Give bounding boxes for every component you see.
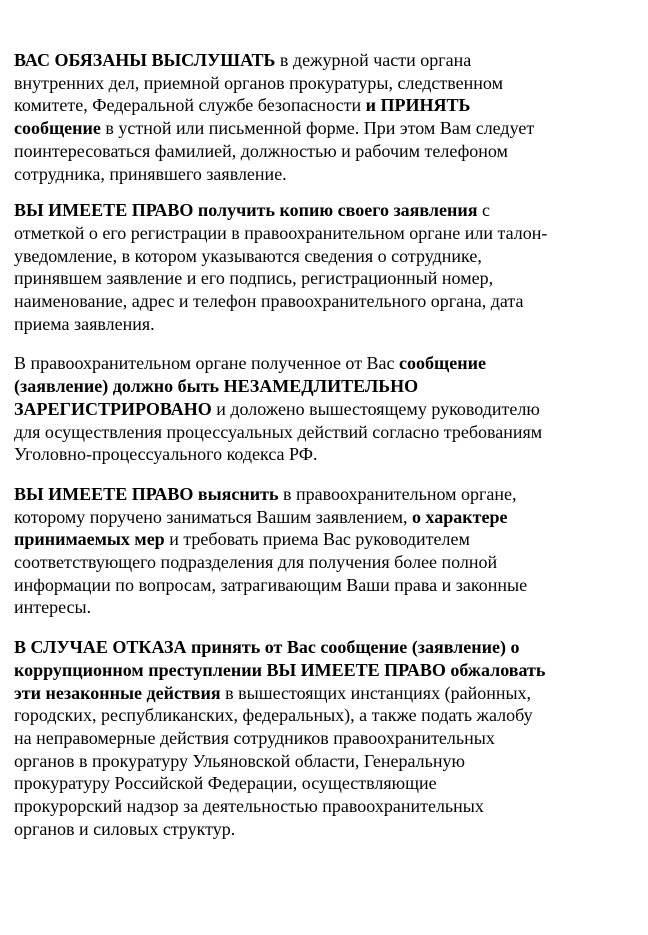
text-run: прокуратуру Российской Федерации, осуществляющие (14, 773, 437, 794)
text-run: в устной или письменной форме. При этом Вам следует (100, 118, 535, 139)
text-line (14, 682, 624, 705)
text-line (14, 421, 624, 444)
text-run-bold: ВАС ОБЯЗАНЫ ВЫСЛУШАТЬ (14, 50, 276, 70)
text-run: прокурорский надзор за деятельностью правоохранительных (14, 796, 484, 817)
text-run: комитете, Федеральной службе безопасности (14, 95, 366, 116)
text-run: органов и силовых структур. (14, 818, 236, 839)
text-line (14, 727, 624, 750)
text-line (14, 140, 624, 163)
text-run-bold: ВЫ ИМЕЕТЕ ПРАВО получить копию своего заявления (14, 200, 478, 221)
text-line (14, 222, 624, 245)
paragraph-right-to-be-heard (14, 49, 624, 185)
text-line (14, 551, 624, 574)
document-page (14, 49, 624, 841)
text-line (14, 313, 624, 336)
paragraph-right-to-copy (14, 199, 624, 335)
text-line (14, 528, 624, 551)
text-line (14, 117, 624, 140)
text-line (14, 443, 624, 466)
text-line (14, 659, 624, 682)
text-line (14, 94, 624, 117)
text-run-bold: принимаемых мер (14, 529, 165, 550)
text-run-bold: ЗАРЕГИСТРИРОВАНО (14, 398, 212, 419)
text-run-bold: ВЫ ИМЕЕТЕ ПРАВО выяснить (14, 483, 279, 504)
text-run: Уголовно-процессуального кодекса РФ. (14, 444, 318, 465)
text-run-bold: сообщение (14, 118, 101, 139)
text-run: и доложено вышестоящему руководителю (211, 398, 540, 419)
text-run: на неправомерные действия сотрудников правоохранительных (14, 727, 495, 748)
text-line (14, 772, 624, 795)
text-line (14, 750, 624, 773)
text-line (14, 596, 624, 619)
text-run-bold: о характере (411, 506, 508, 527)
text-run-bold: сообщение (399, 353, 486, 374)
text-run: в правоохранительном органе, (278, 483, 517, 504)
text-line (14, 375, 624, 398)
text-line (14, 636, 624, 659)
text-run: соответствующего подразделения для получения более полной (14, 552, 498, 573)
text-run: и требовать приема Вас руководителем (164, 529, 470, 550)
text-line (14, 199, 624, 222)
paragraph-immediate-registration (14, 352, 624, 466)
text-run: приема заявления. (14, 313, 155, 334)
text-line (14, 574, 624, 597)
text-line (14, 163, 624, 186)
text-run-bold: (заявление) должно быть НЕЗАМЕДЛИТЕЛЬНО (14, 376, 419, 397)
text-run: которому поручено заниматься Вашим заявлением, (14, 506, 412, 527)
text-line (14, 483, 624, 506)
text-line (14, 704, 624, 727)
text-line (14, 506, 624, 529)
paragraph-spacer (14, 335, 624, 352)
text-run-bold: и ПРИНЯТЬ (365, 95, 471, 116)
text-line (14, 267, 624, 290)
text-line (14, 245, 624, 268)
text-run: сотрудника, принявшего заявление. (14, 163, 287, 184)
text-line (14, 72, 624, 95)
paragraph-spacer (14, 466, 624, 483)
text-run: уведомление, в котором указываются сведения о сотруднике, (14, 245, 482, 266)
text-run: в вышестоящих инстанциях (районных, (220, 682, 532, 703)
text-line (14, 49, 624, 72)
text-line (14, 352, 624, 375)
text-run-bold: В СЛУЧАЕ ОТКАЗА принять от Вас сообщение (заявление) о (14, 637, 520, 658)
text-run-bold: коррупционном преступлении ВЫ ИМЕЕТЕ ПРАВО обжаловать (14, 659, 546, 680)
text-line (14, 398, 624, 421)
text-run: для осуществления процессуальных действий согласно требованиям (14, 421, 543, 442)
text-run: поинтересоваться фамилией, должностью и рабочим телефоном (14, 140, 508, 161)
text-run: В правоохранительном органе полученное от Вас (14, 353, 400, 374)
text-run: внутренних дел, приемной органов прокуратуры, следственном (14, 72, 503, 93)
text-run: интересы. (14, 597, 92, 618)
text-run: отметкой о его регистрации в правоохранительном органе или талон- (14, 222, 548, 243)
text-run: с (477, 200, 490, 221)
paragraph-spacer (14, 185, 624, 199)
text-run: наименование, адрес и телефон правоохранительного органа, дата (14, 291, 524, 312)
text-line (14, 290, 624, 313)
paragraph-right-to-inquire (14, 483, 624, 619)
text-run: городских, республиканских, федеральных), а также подать жалобу (14, 705, 533, 726)
paragraph-right-to-appeal (14, 636, 624, 840)
text-run: принявшем заявление и его подпись, регистрационный номер, (14, 268, 494, 289)
text-run: в дежурной части органа (275, 50, 472, 70)
text-run-bold: эти незаконные действия (14, 682, 221, 703)
text-line (14, 818, 624, 841)
paragraph-spacer (14, 619, 624, 636)
text-run: информации по вопросам, затрагивающим Ваши права и законные (14, 574, 528, 595)
text-run: органов в прокуратуру Ульяновской области, Генеральную (14, 750, 465, 771)
text-line (14, 795, 624, 818)
